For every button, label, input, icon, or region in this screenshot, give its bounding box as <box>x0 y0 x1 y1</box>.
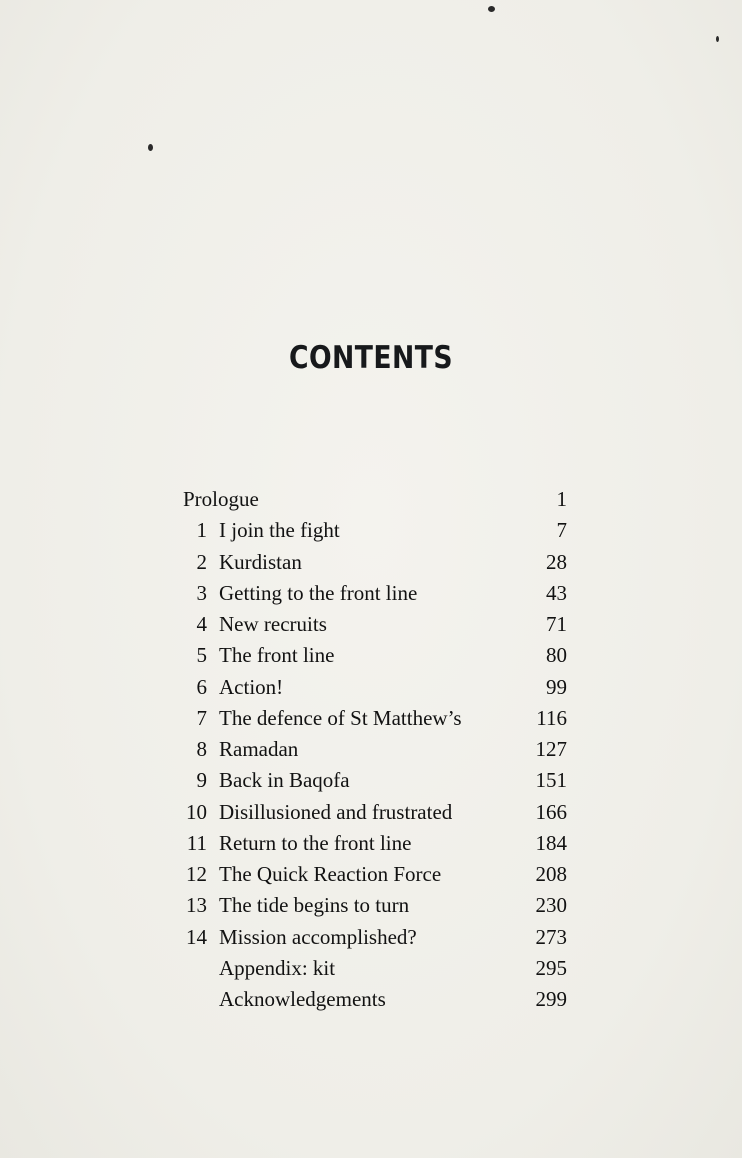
table-of-contents <box>183 484 583 1015</box>
toc-entry <box>183 672 583 703</box>
chapter-title: Prologue <box>183 487 259 511</box>
page-number: 43 <box>546 580 567 605</box>
chapter-title: I join the fight <box>219 518 340 543</box>
chapter-number: 2 <box>196 549 207 574</box>
page-number: 230 <box>535 893 567 918</box>
chapter-title: Acknowledgements <box>219 987 386 1011</box>
chapter-number: 12 <box>186 862 207 886</box>
chapter-number: 4 <box>196 612 207 636</box>
page-number: 151 <box>535 768 567 793</box>
chapter-number: 14 <box>186 924 207 949</box>
toc-entry <box>183 828 583 859</box>
chapter-title: Back in Baqofa <box>219 768 350 793</box>
toc-entry <box>183 578 583 609</box>
page-number: 208 <box>535 862 567 886</box>
chapter-number: 13 <box>186 893 207 918</box>
chapter-number: 5 <box>196 643 207 668</box>
chapter-title: The Quick Reaction Force <box>219 862 442 886</box>
toc-entry <box>183 984 583 1015</box>
chapter-number: 9 <box>196 768 207 793</box>
chapter-number: 1 <box>196 518 207 543</box>
toc-entry <box>183 953 583 984</box>
toc-entry <box>183 515 583 546</box>
chapter-number: 10 <box>186 799 207 824</box>
chapter-title: Kurdistan <box>219 549 302 574</box>
chapter-number: 3 <box>196 580 207 605</box>
page-number: 184 <box>535 830 567 855</box>
toc-entry <box>183 797 583 828</box>
chapter-title: Disillusioned and frustrated <box>219 799 453 824</box>
chapter-title: The tide begins to turn <box>219 893 410 918</box>
toc-entry <box>183 640 583 671</box>
chapter-title: New recruits <box>219 612 327 636</box>
chapter-title: Mission accomplished? <box>219 924 417 949</box>
page-number: 295 <box>535 955 567 980</box>
page-number: 99 <box>546 674 567 699</box>
page-number: 28 <box>546 549 567 574</box>
chapter-title: Action! <box>219 674 284 699</box>
chapter-title: Ramadan <box>219 737 299 761</box>
toc-entry <box>183 765 583 796</box>
chapter-title: Getting to the front line <box>219 580 418 605</box>
toc-entry <box>183 609 583 640</box>
chapter-title: Appendix: kit <box>219 955 336 980</box>
toc-entry <box>183 484 583 515</box>
chapter-title: The front line <box>219 643 335 668</box>
ink-speck <box>488 6 495 12</box>
page-number: 71 <box>546 612 567 636</box>
page-title: CONTENTS <box>288 340 454 376</box>
chapter-number: 6 <box>196 674 207 699</box>
chapter-number: 7 <box>196 705 207 730</box>
toc-entry <box>183 859 583 890</box>
toc-entry <box>183 703 583 734</box>
page-number: 299 <box>535 987 567 1011</box>
toc-entry <box>183 890 583 921</box>
page-number: 116 <box>536 705 567 730</box>
toc-entry <box>183 734 583 765</box>
toc-entry <box>183 922 583 953</box>
page-number: 80 <box>546 643 567 668</box>
ink-speck <box>716 36 719 42</box>
page-number: 273 <box>535 924 567 949</box>
chapter-title: Return to the front line <box>219 830 412 855</box>
page-number: 1 <box>556 487 567 511</box>
page-number: 127 <box>535 737 567 761</box>
toc-entry <box>183 547 583 578</box>
page-number: 7 <box>556 518 567 543</box>
chapter-title: The defence of St Matthew’s <box>219 705 462 730</box>
chapter-number: 11 <box>186 830 207 855</box>
chapter-number: 8 <box>196 737 207 761</box>
page-number: 166 <box>535 799 567 824</box>
ink-speck <box>148 144 153 151</box>
